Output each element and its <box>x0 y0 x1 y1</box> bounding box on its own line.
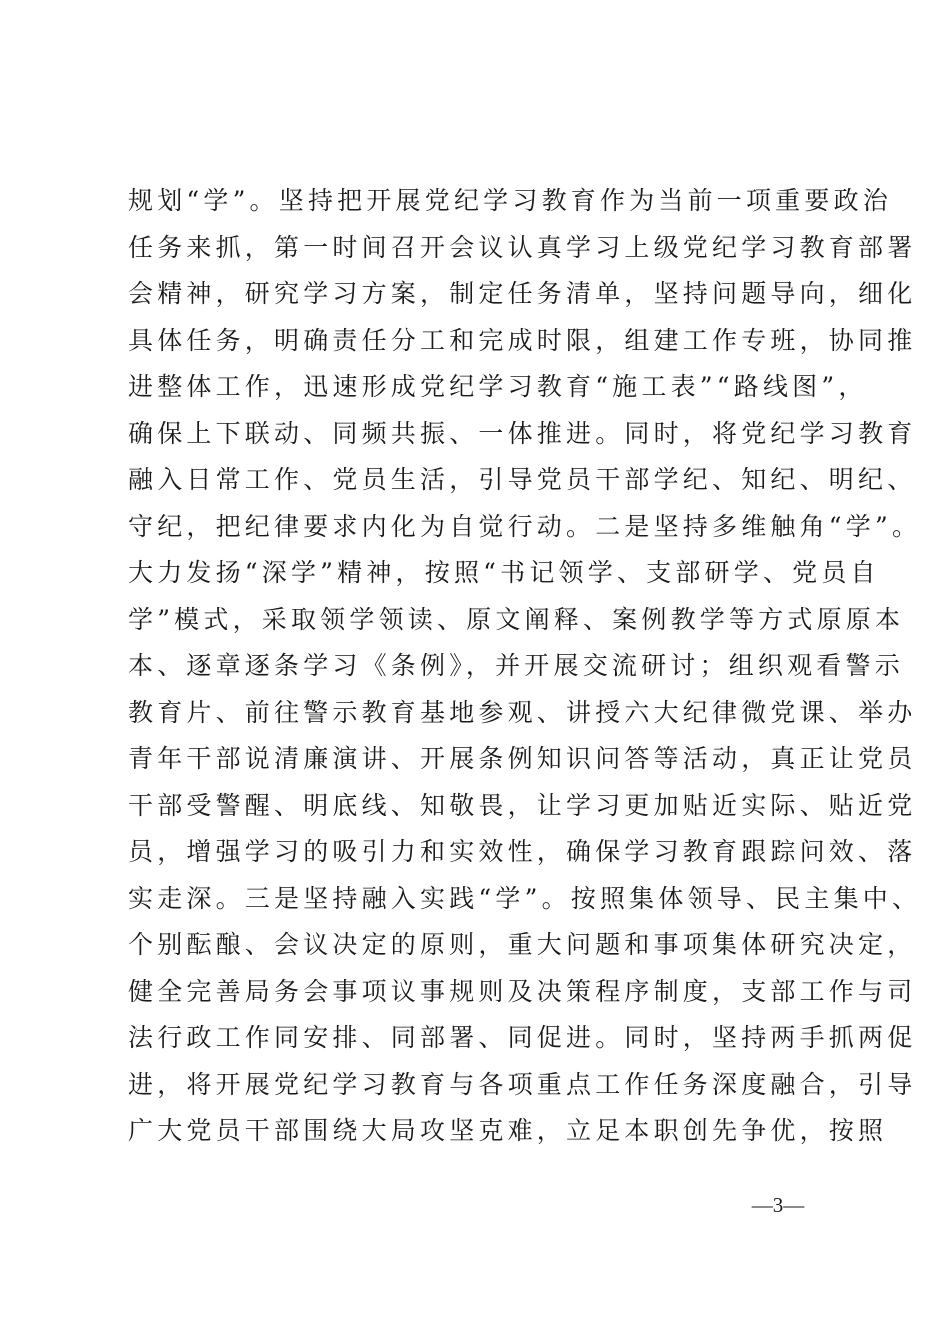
text-line: 本、逐章逐条学习《条例》，并开展交流研讨；组织观看警示 <box>128 651 904 680</box>
text-line: 进整体工作，迅速形成党纪学习教育“施工表”“路线图”， <box>128 372 868 401</box>
text-line: 干部受警醒、明底线、知敬畏，让学习更加贴近实际、贴近党 <box>128 790 917 820</box>
text-line: 融入日常工作、党员生活，引导党员干部学纪、知纪、明纪、 <box>128 465 917 494</box>
text-line: 确保上下联动、同频共振、一体推进。同时，将党纪学习教育 <box>128 418 917 448</box>
text-line: 会精神，研究学习方案，制定任务清单，坚持问题导向，细化 <box>128 279 917 308</box>
text-line: 学”模式，采取领学领读、原文阐释、案例教学等方式原原本 <box>128 604 905 634</box>
text-line: 实走深。三是坚持融入实践“学”。按照集体领导、民主集中、 <box>128 883 922 913</box>
text-line: 教育片、前往警示教育基地参观、讲授六大纪律微党课、举办 <box>128 697 917 727</box>
text-line: 规划“学”。坚持把开展党纪学习教育作为当前一项重要政治 <box>128 186 892 215</box>
text-line: 进，将开展党纪学习教育与各项重点工作任务深度融合，引导 <box>128 1069 917 1099</box>
text-line: 守纪，把纪律要求内化为自觉行动。二是坚持多维触角“学”。 <box>128 511 922 541</box>
text-line: 健全完善局务会事项议事规则及决策程序制度，支部工作与司 <box>128 976 917 1006</box>
text-line: 大力发扬“深学”精神，按照“书记领学、支部研学、党员自 <box>128 558 880 587</box>
text-line: 任务来抓，第一时间召开会议认真学习上级党纪学习教育部署 <box>128 232 917 262</box>
text-line: 青年干部说清廉演讲、开展条例知识问答等活动，真正让党员 <box>128 744 917 773</box>
page-number: —3— <box>751 1193 805 1217</box>
body-text <box>128 178 922 1155</box>
text-line: 员，增强学习的吸引力和实效性，确保学习教育跟踪问效、落 <box>128 837 917 866</box>
text-line: 法行政工作同安排、同部署、同促进。同时，坚持两手抓两促 <box>128 1023 917 1052</box>
text-line: 广大党员干部围绕大局攻坚克难，立足本职创先争优，按照 <box>128 1116 888 1145</box>
text-line: 个别酝酿、会议决定的原则，重大问题和事项集体研究决定， <box>128 930 917 959</box>
text-line: 具体任务，明确责任分工和完成时限，组建工作专班，协同推 <box>128 325 917 355</box>
